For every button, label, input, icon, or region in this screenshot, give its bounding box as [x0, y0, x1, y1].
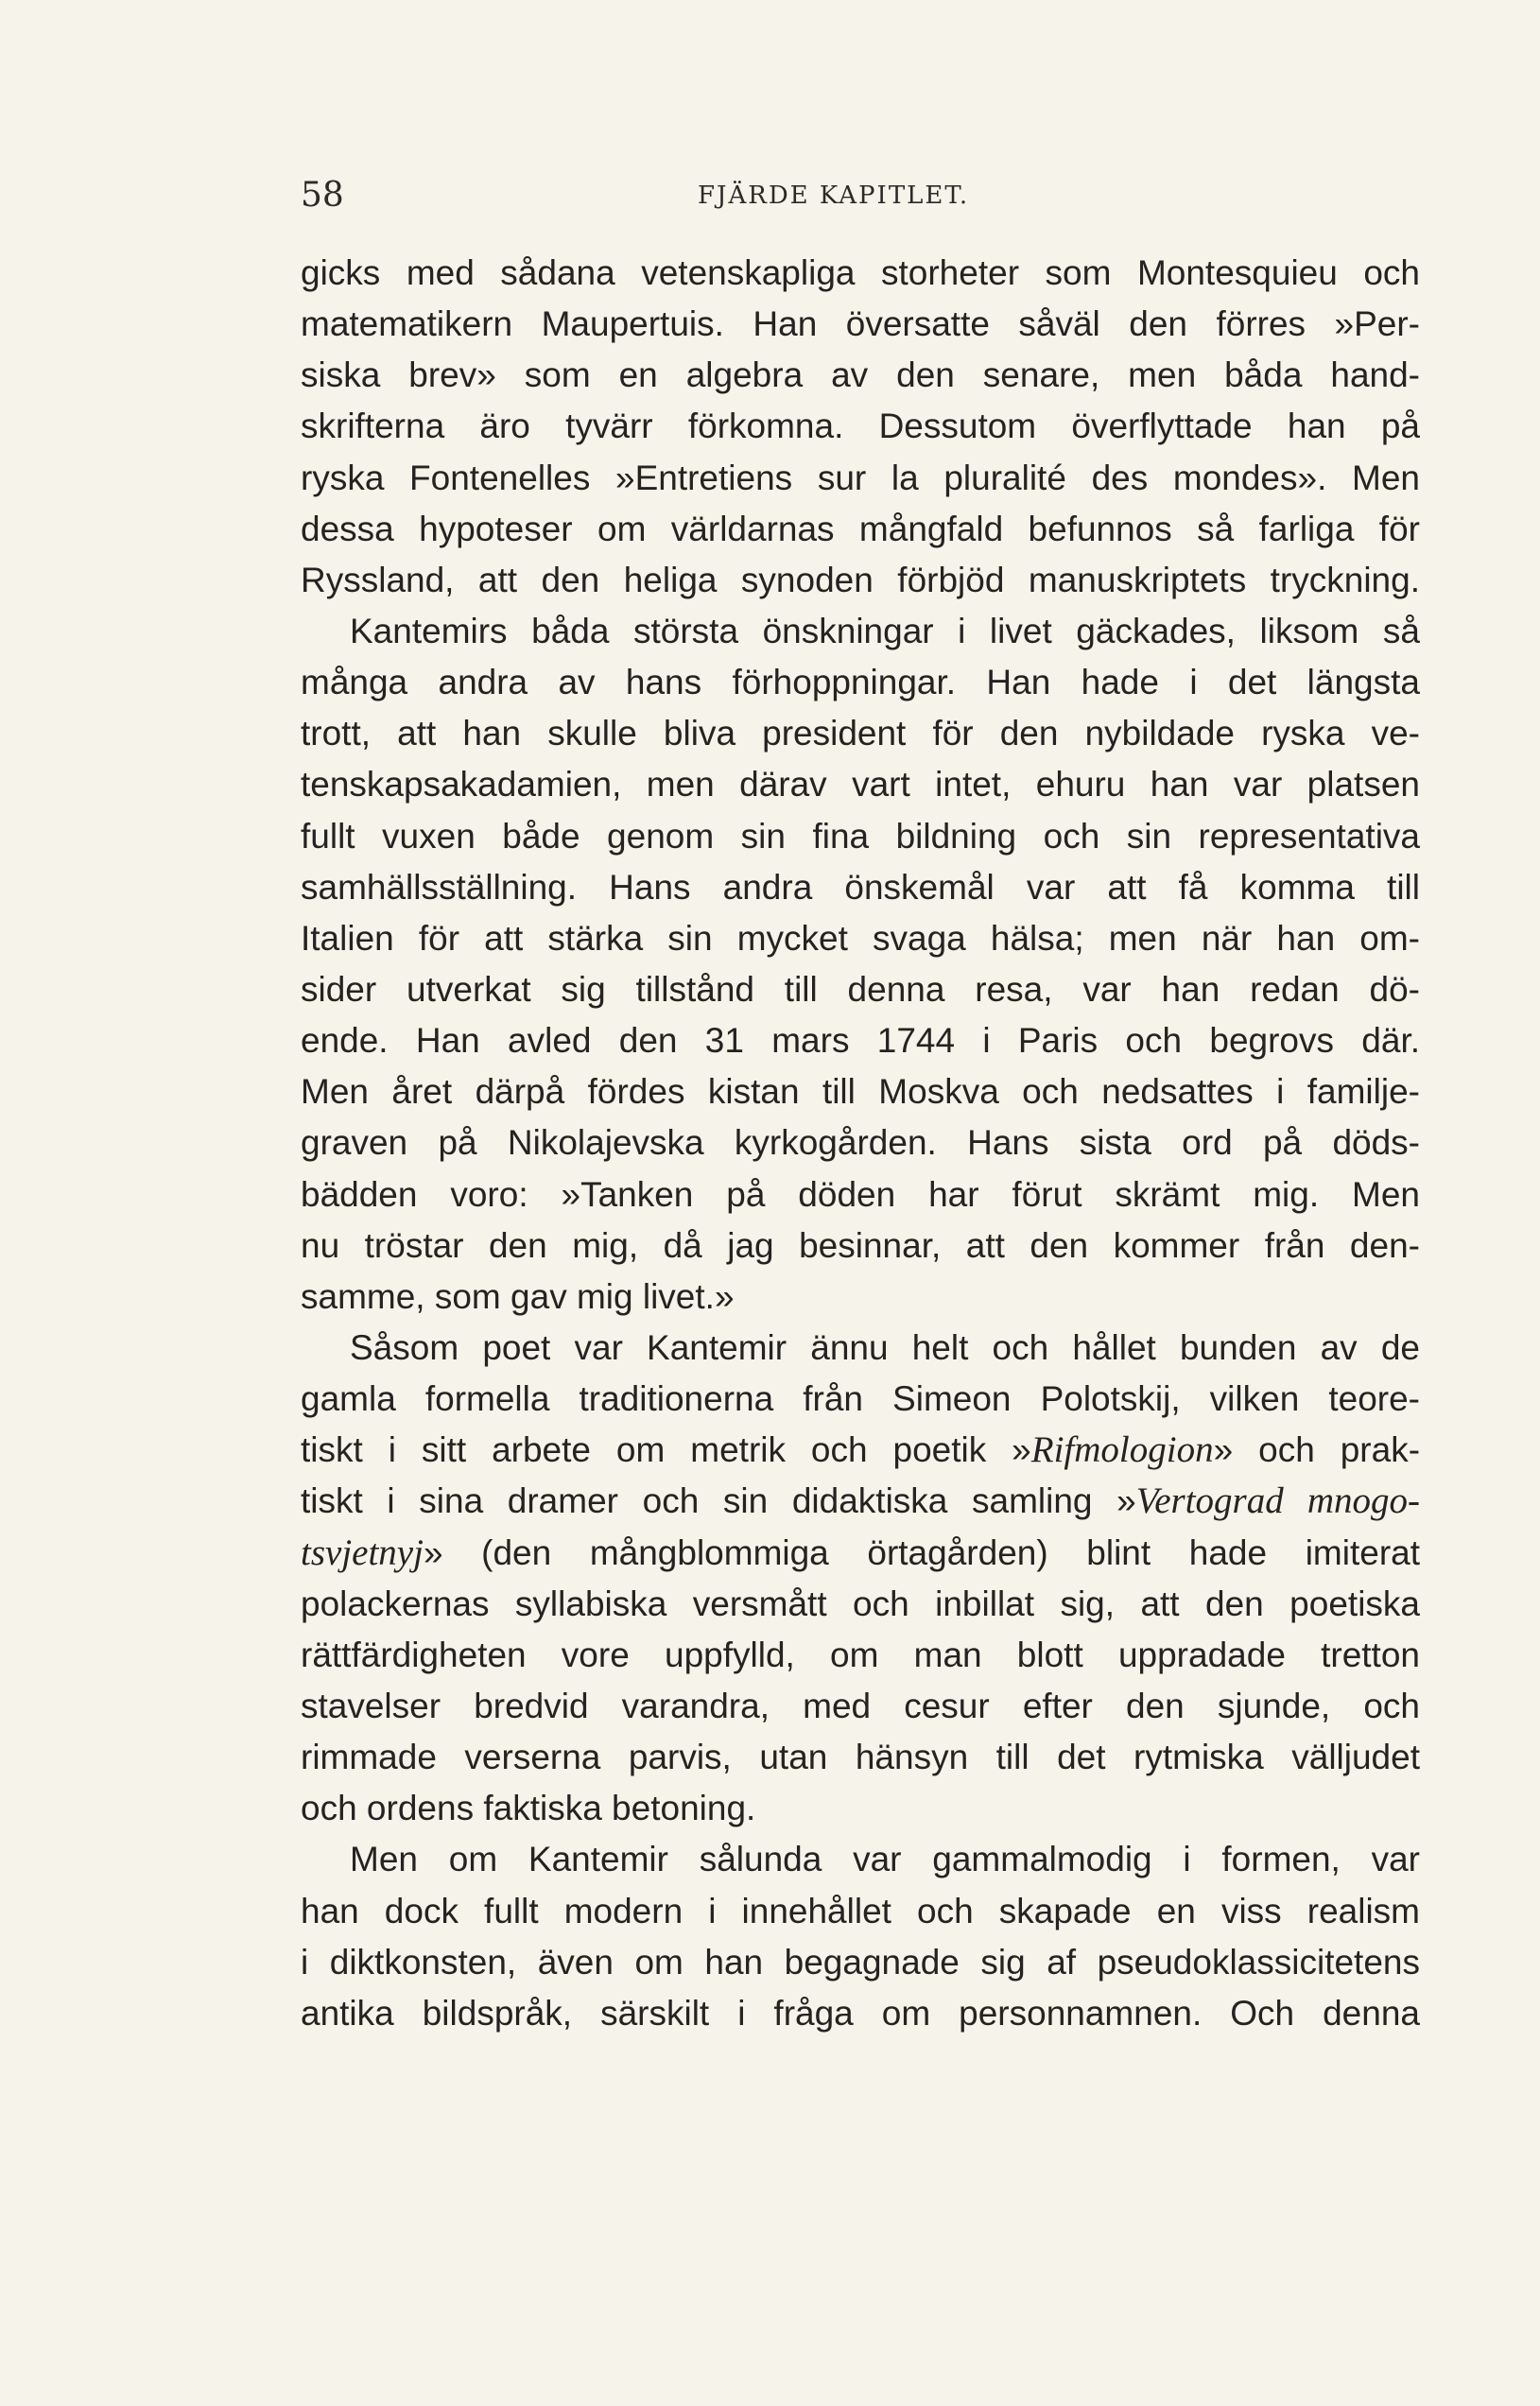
text-line: rättfärdigheten vore uppfylld, om man blott uppradade tretton [301, 1635, 1420, 1674]
paragraph-start-line: Kantemirs båda största önskningar i livet gäckades, liksom så [350, 611, 1420, 650]
text-line: sider utverkat sig tillstånd till denna resa, var han redan dö- [301, 969, 1420, 1009]
text-line: antika bildspråk, särskilt i fråga om personnamnen. Och denna [301, 1993, 1420, 2033]
text-line: tiskt i sina dramer och sin didaktiska samling »Vertograd mnogo- [301, 1480, 1420, 1522]
text-line: skrifterna äro tyvärr förkomna. Dessutom överflyttade han på [301, 407, 1420, 446]
text-line: Ryssland, att den heliga synoden förbjöd manuskriptets tryckning. [301, 560, 1420, 599]
text-line: polackernas syllabiska versmått och inbillat sig, att den poetiska [301, 1584, 1420, 1623]
text-line: tsvjetnyj» (den mångblommiga örtagården) blint hade imiterat [301, 1532, 1420, 1573]
text-line: bädden voro: »Tanken på döden har förut skrämt mig. Men [301, 1174, 1420, 1214]
italic-title-rifmologion: Rifmologion [1030, 1429, 1214, 1471]
text-line: rimmade verserna parvis, utan hänsyn till det rytmiska välljudet [301, 1738, 1420, 1777]
text-line: siska brev» som en algebra av den senare, men båda hand- [301, 355, 1420, 395]
text-line: Italien för att stärka sin mycket svaga hälsa; men när han om- [301, 918, 1420, 958]
text-line: trott, att han skulle bliva president för den nybildade ryska ve- [301, 714, 1420, 753]
text-line: ende. Han avled den 31 mars 1744 i Paris och begrovs där. [301, 1021, 1420, 1061]
text-line: gicks med sådana vetenskapliga storheter som Montesquieu och [301, 253, 1420, 292]
paragraph-start-line: Men om Kantemir sålunda var gammalmodig i formen, var [350, 1840, 1420, 1879]
page-number: 58 [301, 176, 344, 215]
text-line: i diktkonsten, även om han begagnade sig af pseudoklassicitetens [301, 1942, 1420, 1982]
body-text [301, 248, 1420, 2039]
text-line: fullt vuxen både genom sin fina bildning och sin representativa [301, 816, 1420, 856]
paragraph-start-line: Såsom poet var Kantemir ännu helt och hållet bunden av de [350, 1327, 1420, 1367]
text-line: dessa hypoteser om världarnas mångfald befunnos så farliga för [301, 509, 1420, 548]
text-line: stavelser bredvid varandra, med cesur efter den sjunde, och [301, 1686, 1420, 1725]
text-line: matematikern Maupertuis. Han översatte såväl den förres »Per- [301, 304, 1420, 344]
paragraph-end-line: samme, som gav mig livet.» [301, 1276, 735, 1316]
text-line: nu tröstar den mig, då jag besinnar, att den kommer från den- [301, 1225, 1420, 1265]
text-line: samhällsställning. Hans andra önskemål var att få komma till [301, 867, 1420, 907]
paragraph-end-line: och ordens faktiska betoning. [301, 1789, 756, 1828]
running-head: FJÄRDE KAPITLET. [698, 182, 970, 210]
text-line: många andra av hans förhoppningar. Han hade i det längsta [301, 663, 1420, 702]
text-line: han dock fullt modern i innehållet och skapade en viss realism [301, 1891, 1420, 1930]
italic-title-vertograd-cont: tsvjetnyj [301, 1532, 424, 1573]
text-line: Men året därpå fördes kistan till Moskva och nedsattes i familje- [301, 1072, 1420, 1112]
italic-title-vertograd: Vertograd mnogo- [1135, 1480, 1420, 1522]
text-line: graven på Nikolajevska kyrkogården. Hans sista ord på döds- [301, 1123, 1420, 1163]
text-line: ryska Fontenelles »Entretiens sur la pluralité des mondes». Men [301, 458, 1420, 497]
text-line: tenskapsakadamien, men därav vart intet, ehuru han var platsen [301, 765, 1420, 805]
text-line: gamla formella traditionerna från Simeon Polotskij, vilken teore- [301, 1379, 1420, 1419]
text-line: tiskt i sitt arbete om metrik och poetik »Rifmologion» och prak- [301, 1429, 1421, 1471]
page-header [301, 176, 1420, 221]
